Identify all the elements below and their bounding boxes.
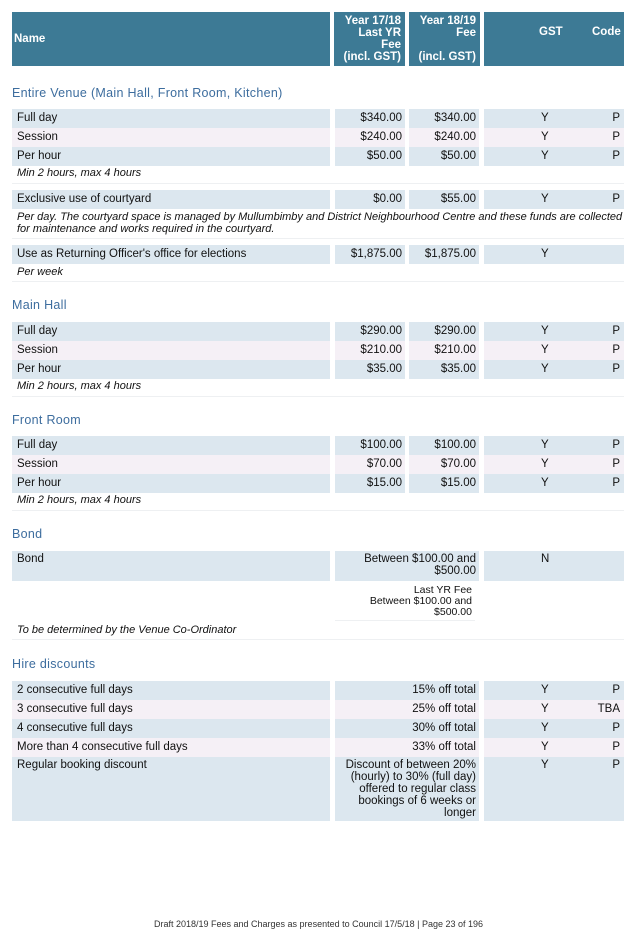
row-name: More than 4 consecutive full days: [12, 738, 330, 757]
row-name: Session: [12, 128, 330, 147]
table-row: [12, 681, 624, 700]
table-row: [12, 360, 624, 379]
row-fee-last-year: $15.00: [335, 474, 405, 493]
row-code: P: [612, 112, 620, 124]
table-row: [12, 474, 624, 493]
row-fee-last-year: $70.00: [335, 455, 405, 474]
row-gst-code: [484, 341, 624, 360]
row-discount: 15% off total: [335, 681, 479, 700]
row-gst: Y: [541, 684, 549, 696]
row-code: P: [612, 477, 620, 489]
table-row: [12, 700, 624, 719]
row-gst-code: [484, 436, 624, 455]
bond-last-line3: $500.00: [434, 606, 472, 618]
header-year1-line3: Fee: [381, 39, 401, 51]
table-row: [12, 109, 624, 128]
header-year-18-19: [409, 12, 480, 66]
row-code: P: [612, 363, 620, 375]
bond-last-year: [335, 583, 475, 621]
row-fee-this-year: $240.00: [409, 128, 479, 147]
row-code: P: [612, 741, 620, 753]
table-row: [12, 128, 624, 147]
row-name: Regular booking discount: [12, 757, 330, 821]
row-gst-code: [484, 455, 624, 474]
table-row: [12, 322, 624, 341]
row-code: P: [612, 439, 620, 451]
row-gst: N: [541, 553, 550, 565]
section-title-bond: Bond: [12, 527, 43, 541]
row-gst: Y: [541, 131, 549, 143]
row-code: P: [612, 193, 620, 205]
row-name: Full day: [12, 322, 330, 341]
row-fee-this-year: $50.00: [409, 147, 479, 166]
regular-discount-line5: longer: [444, 807, 476, 819]
row-code: P: [612, 150, 620, 162]
row-gst-code: [484, 681, 624, 700]
row-fee-this-year: $100.00: [409, 436, 479, 455]
row-gst: Y: [541, 741, 549, 753]
row-name: Full day: [12, 109, 330, 128]
row-fee-last-year: $210.00: [335, 341, 405, 360]
header-year2-line2: Fee: [456, 27, 476, 39]
row-gst-code: [484, 719, 624, 738]
section-title-front-room: Front Room: [12, 413, 81, 427]
row-fee-this-year: $55.00: [409, 190, 479, 209]
regular-discount-line4: bookings of 6 weeks or: [358, 795, 476, 807]
row-gst: Y: [541, 248, 549, 260]
row-fee-this-year: $15.00: [409, 474, 479, 493]
row-note: Min 2 hours, max 4 hours: [12, 167, 624, 184]
row-gst-code: [484, 109, 624, 128]
row-note: To be determined by the Venue Co-Ordinator: [12, 624, 624, 640]
row-name: Per hour: [12, 360, 330, 379]
row-gst: Y: [541, 703, 549, 715]
row-gst-code: [484, 738, 624, 757]
row-gst: Y: [541, 759, 549, 771]
row-gst: Y: [541, 439, 549, 451]
table-row-bond: [12, 551, 624, 581]
table-row-regular-booking: [12, 757, 624, 821]
regular-discount-line1: Discount of between 20%: [345, 759, 476, 771]
row-name: 3 consecutive full days: [12, 700, 330, 719]
row-discount: 25% off total: [335, 700, 479, 719]
row-gst: Y: [541, 458, 549, 470]
row-gst: Y: [541, 477, 549, 489]
row-gst: Y: [541, 150, 549, 162]
row-code: P: [612, 344, 620, 356]
row-gst-code: [484, 474, 624, 493]
table-row: [12, 245, 624, 264]
row-name: Session: [12, 455, 330, 474]
header-year1-line2: Last YR: [358, 27, 401, 39]
row-fee-last-year: $50.00: [335, 147, 405, 166]
header-year1-line1: Year 17/18: [344, 15, 401, 27]
row-fee-last-year: $340.00: [335, 109, 405, 128]
header-year1-line4: (incl. GST): [343, 51, 401, 63]
bond-value-line1: Between $100.00 and: [364, 553, 476, 565]
table-row: [12, 738, 624, 757]
row-fee-last-year: $35.00: [335, 360, 405, 379]
row-name: Per hour: [12, 147, 330, 166]
row-name: 2 consecutive full days: [12, 681, 330, 700]
row-gst-code: [484, 360, 624, 379]
row-gst-code: [484, 700, 624, 719]
header-gst: GST: [539, 26, 563, 38]
row-gst: Y: [541, 344, 549, 356]
row-fee-this-year: $210.00: [409, 341, 479, 360]
row-fee-last-year: $240.00: [335, 128, 405, 147]
row-name: Exclusive use of courtyard: [12, 190, 330, 209]
section-title-main-hall: Main Hall: [12, 298, 67, 312]
row-discount: 33% off total: [335, 738, 479, 757]
row-gst-code: [484, 190, 624, 209]
row-name: Full day: [12, 436, 330, 455]
header-gst-code: [484, 12, 624, 66]
row-fee-last-year: $1,875.00: [335, 245, 405, 264]
row-note: Min 2 hours, max 4 hours: [12, 494, 624, 511]
table-row: [12, 147, 624, 166]
row-code: P: [612, 131, 620, 143]
row-gst: Y: [541, 363, 549, 375]
row-discount: [335, 757, 479, 821]
row-gst-code: [484, 128, 624, 147]
row-code: P: [612, 325, 620, 337]
row-fee-this-year: $340.00: [409, 109, 479, 128]
row-note: Min 2 hours, max 4 hours: [12, 380, 624, 397]
page-footer: Draft 2018/19 Fees and Charges as presented to Council 17/5/18 | Page 23 of 196: [153, 919, 484, 929]
bond-last-line1: Last YR Fee: [413, 584, 472, 596]
row-note: Per day. The courtyard space is managed by Mullumbimby and District Neighbourhood Centre and these funds are collected for maintenance and works required in the courtyard.: [12, 211, 624, 239]
row-fee-this-year: $35.00: [409, 360, 479, 379]
row-gst: Y: [541, 112, 549, 124]
header-name-label: Name: [14, 33, 46, 45]
table-row: [12, 455, 624, 474]
row-name: Per hour: [12, 474, 330, 493]
row-gst-code: [484, 147, 624, 166]
regular-discount-line2: (hourly) to 30% (full day): [350, 771, 476, 783]
row-name: 4 consecutive full days: [12, 719, 330, 738]
row-code: P: [612, 722, 620, 734]
row-name: Bond: [12, 551, 330, 581]
row-gst-code: [484, 551, 624, 581]
table-row: [12, 719, 624, 738]
table-row: [12, 341, 624, 360]
row-name: Session: [12, 341, 330, 360]
section-title-entire-venue: Entire Venue (Main Hall, Front Room, Kitchen): [12, 86, 283, 100]
row-fee-this-year: $290.00: [409, 322, 479, 341]
row-gst-code: [484, 245, 624, 264]
row-name: Use as Returning Officer's office for elections: [12, 245, 330, 264]
row-code: TBA: [597, 703, 620, 715]
header-year-17-18: [334, 12, 405, 66]
row-gst: Y: [541, 722, 549, 734]
row-gst: Y: [541, 325, 549, 337]
regular-discount-line3: offered to regular class: [359, 783, 476, 795]
row-note: Per week: [12, 266, 624, 282]
row-code: P: [612, 684, 620, 696]
bond-value-line2: $500.00: [434, 565, 476, 577]
table-header: [12, 12, 624, 66]
section-title-hire-discounts: Hire discounts: [12, 657, 96, 671]
row-discount: 30% off total: [335, 719, 479, 738]
row-code: P: [612, 759, 620, 771]
row-code: P: [612, 458, 620, 470]
row-gst: Y: [541, 193, 549, 205]
table-row: [12, 190, 624, 209]
header-code: Code: [592, 26, 621, 38]
bond-value: [335, 551, 479, 581]
bond-last-line2: Between $100.00 and: [369, 595, 472, 607]
header-name: [12, 12, 330, 66]
row-fee-this-year: $70.00: [409, 455, 479, 474]
header-year2-line1: Year 18/19: [419, 15, 476, 27]
header-year2-line3: (incl. GST): [418, 51, 476, 63]
row-gst-code: [484, 757, 624, 821]
row-fee-last-year: $100.00: [335, 436, 405, 455]
row-gst-code: [484, 322, 624, 341]
row-fee-this-year: $1,875.00: [409, 245, 479, 264]
row-fee-last-year: $290.00: [335, 322, 405, 341]
row-fee-last-year: $0.00: [335, 190, 405, 209]
table-row: [12, 436, 624, 455]
